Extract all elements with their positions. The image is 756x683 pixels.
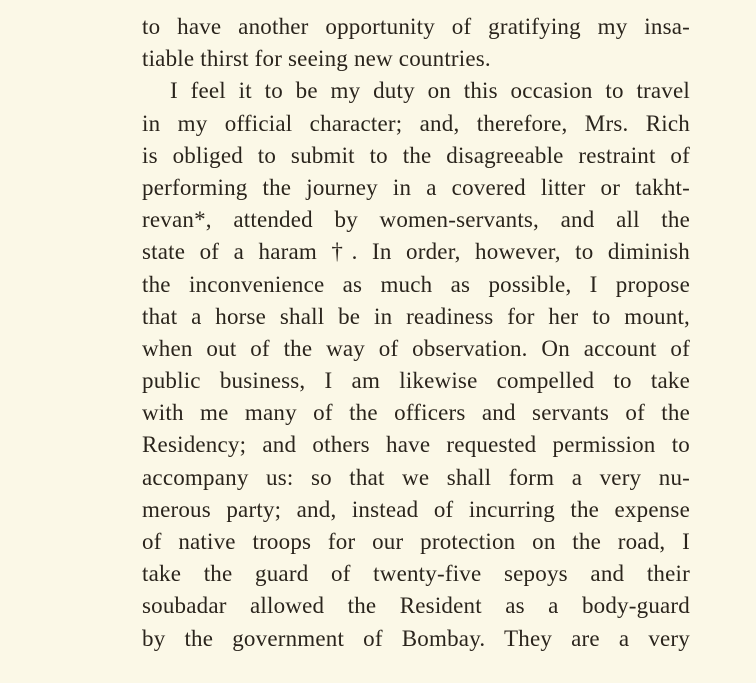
text-line: with me many of the officers and servants of the <box>142 400 690 426</box>
text-line: of native troops for our protection on the road, I <box>142 529 690 554</box>
text-line: that a horse shall be in readiness for her to mount, <box>142 303 690 329</box>
text-line: in my official character; and, therefore, Mrs. Rich <box>142 110 690 136</box>
text-line: tiable thirst for seeing new countries. <box>142 46 491 72</box>
text-line: take the guard of twenty-five sepoys and their <box>142 561 690 587</box>
text-line: merous party; and, instead of incurring the expense <box>142 496 690 522</box>
text-line: to have another opportunity of gratifying my insa- <box>142 14 690 39</box>
text-line: is obliged to submit to the disagreeable restraint of <box>142 142 690 168</box>
text-line: I feel it to be my duty on this occasion to travel <box>170 78 690 104</box>
text-line: state of a haram †. In order, however, to diminish <box>142 239 690 265</box>
text-line: by the government of Bombay. They are a very <box>142 625 690 651</box>
body-text <box>142 11 690 655</box>
text-line: accompany us: so that we shall form a very nu- <box>142 464 690 490</box>
text-line: revan*, attended by women-servants, and all the <box>142 207 690 233</box>
text-line: Residency; and others have requested permission to <box>142 432 690 458</box>
text-line: soubadar allowed the Resident as a body-guard <box>142 593 690 619</box>
text-line: performing the journey in a covered litter or takht- <box>142 174 690 200</box>
text-line: public business, I am likewise compelled to take <box>142 368 690 394</box>
text-line: the inconvenience as much as possible, I propose <box>142 271 690 297</box>
text-line: when out of the way of observation. On account of <box>142 335 690 361</box>
